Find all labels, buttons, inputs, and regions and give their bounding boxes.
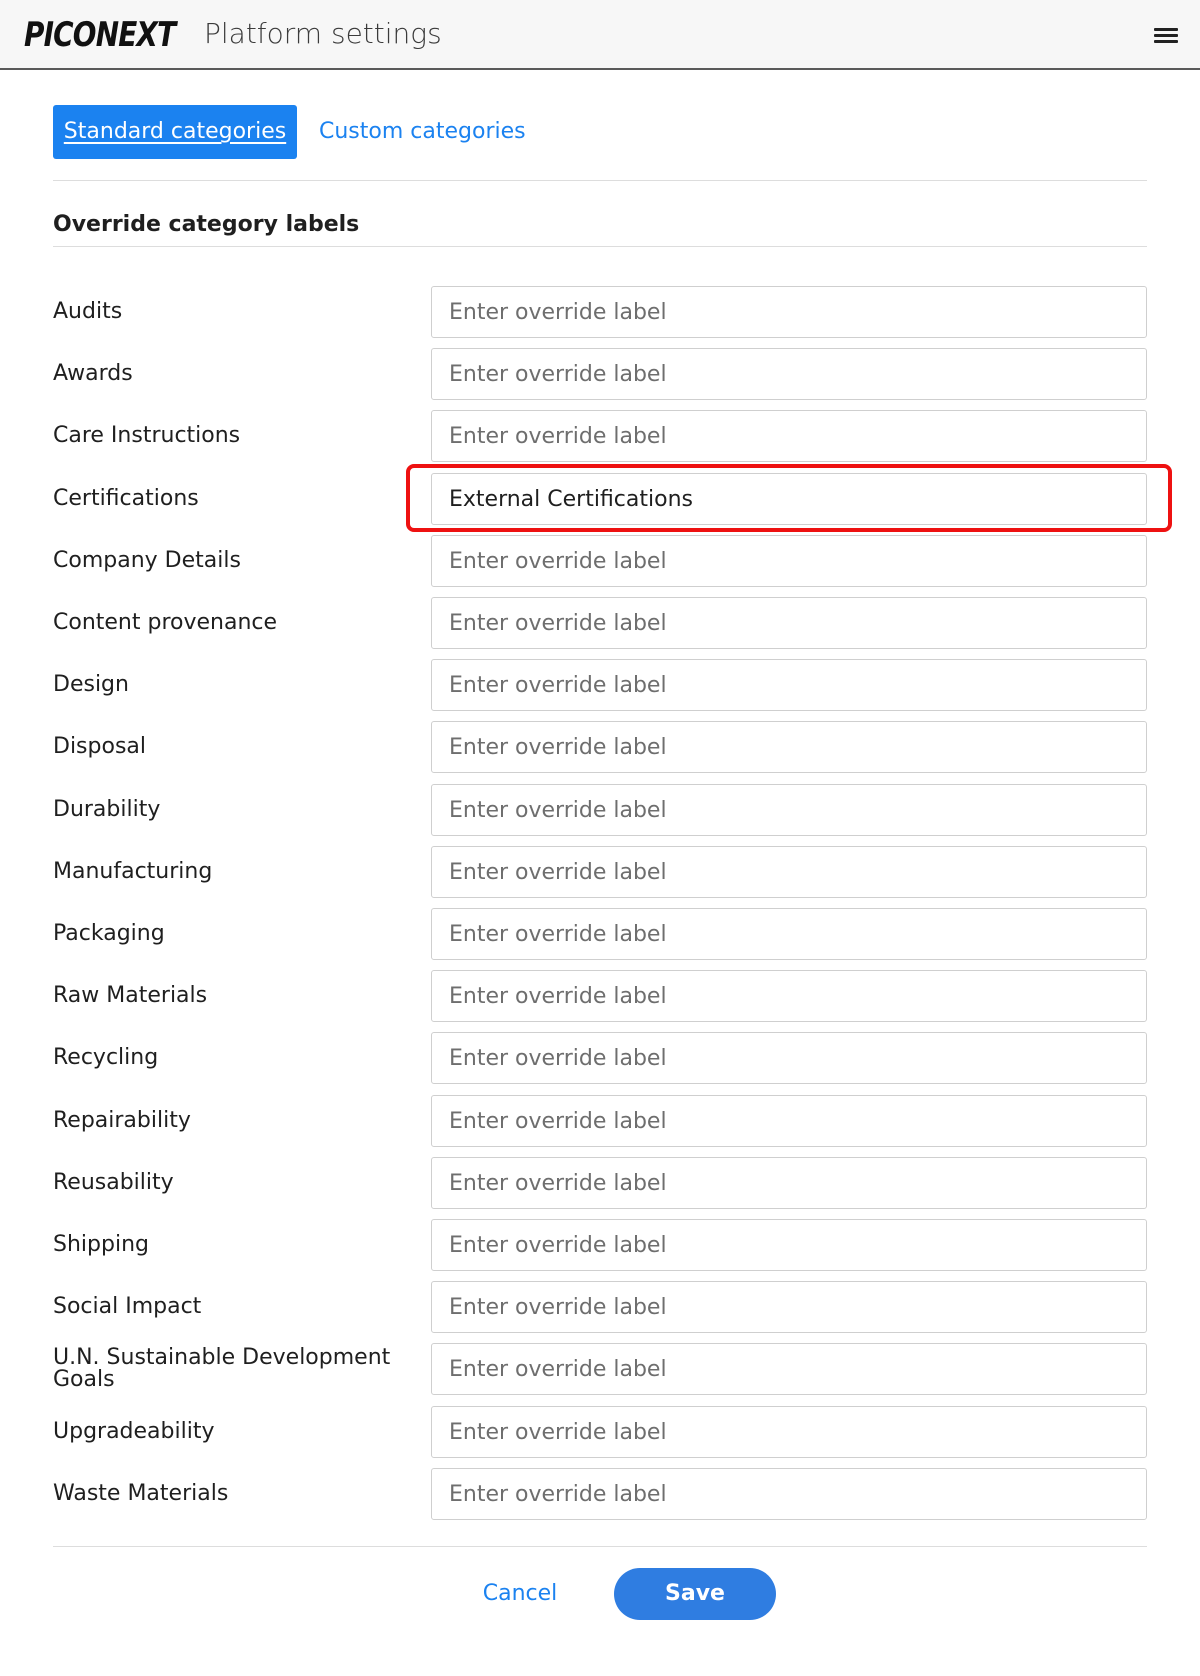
category-label: Raw Materials <box>53 983 208 1008</box>
category-label: Audits <box>53 299 123 324</box>
override-label-input[interactable] <box>431 1032 1147 1084</box>
category-row <box>53 473 1147 525</box>
category-label: Repairability <box>53 1108 191 1133</box>
category-label: Recycling <box>53 1045 159 1070</box>
category-row <box>53 597 1147 649</box>
override-label-input[interactable] <box>431 1157 1147 1209</box>
tabs-divider <box>53 180 1147 181</box>
category-label: Content provenance <box>53 610 278 635</box>
override-label-input[interactable] <box>431 1281 1147 1333</box>
override-label-input[interactable] <box>431 597 1147 649</box>
tab-custom-categories[interactable]: Custom categories <box>319 119 526 144</box>
category-row <box>53 1468 1147 1520</box>
override-label-input[interactable] <box>431 348 1147 400</box>
override-label-input[interactable] <box>431 535 1147 587</box>
hamburger-menu-icon[interactable] <box>1150 22 1182 50</box>
section-divider <box>53 246 1147 247</box>
override-label-input[interactable] <box>431 908 1147 960</box>
category-label: Waste Materials <box>53 1481 229 1506</box>
category-row <box>53 1219 1147 1271</box>
category-row <box>53 1157 1147 1209</box>
piconext-logo[interactable]: PICONEXT <box>24 15 176 55</box>
category-label: Packaging <box>53 921 165 946</box>
category-label: Social Impact <box>53 1294 202 1319</box>
tab-standard-categories[interactable]: Standard categories <box>53 105 297 159</box>
override-label-input[interactable] <box>431 784 1147 836</box>
category-label: Company Details <box>53 548 241 573</box>
page-title: Platform settings <box>204 17 442 50</box>
category-label: Reusability <box>53 1170 174 1195</box>
category-row <box>53 348 1147 400</box>
category-row <box>53 1406 1147 1458</box>
override-label-input[interactable] <box>431 1219 1147 1271</box>
menu-bar-middle <box>1154 34 1178 37</box>
override-label-input[interactable] <box>431 410 1147 462</box>
category-label: Manufacturing <box>53 859 213 884</box>
save-button[interactable]: Save <box>614 1568 776 1620</box>
category-row <box>53 1343 1147 1395</box>
category-label: Shipping <box>53 1232 149 1257</box>
category-label: Certifications <box>53 486 199 511</box>
category-label: U.N. Sustainable Development Goals <box>53 1345 391 1392</box>
override-label-input[interactable] <box>431 1343 1147 1395</box>
override-label-input[interactable] <box>431 286 1147 338</box>
override-label-input[interactable] <box>431 846 1147 898</box>
override-label-input[interactable] <box>431 721 1147 773</box>
footer-divider <box>53 1546 1147 1547</box>
category-row <box>53 535 1147 587</box>
category-row <box>53 908 1147 960</box>
category-label: Design <box>53 672 129 697</box>
category-row <box>53 1281 1147 1333</box>
category-label: Disposal <box>53 734 146 759</box>
category-label: Care Instructions <box>53 423 241 448</box>
category-row <box>53 784 1147 836</box>
override-label-input[interactable] <box>431 970 1147 1022</box>
cancel-button[interactable]: Cancel <box>482 1581 558 1606</box>
override-label-input[interactable] <box>431 1406 1147 1458</box>
category-row <box>53 410 1147 462</box>
category-label: Upgradeability <box>53 1419 215 1444</box>
category-row <box>53 721 1147 773</box>
category-row <box>53 846 1147 898</box>
section-title: Override category labels <box>53 212 360 237</box>
category-row <box>53 1095 1147 1147</box>
override-label-input[interactable] <box>431 1468 1147 1520</box>
override-label-input[interactable] <box>431 473 1147 525</box>
category-row <box>53 286 1147 338</box>
category-row <box>53 659 1147 711</box>
menu-bar-bottom <box>1154 40 1178 43</box>
menu-bar-top <box>1154 28 1178 31</box>
category-label: Awards <box>53 361 133 386</box>
override-label-input[interactable] <box>431 659 1147 711</box>
category-label: Durability <box>53 797 161 822</box>
top-header <box>0 0 1200 70</box>
category-row <box>53 970 1147 1022</box>
override-label-input[interactable] <box>431 1095 1147 1147</box>
category-row <box>53 1032 1147 1084</box>
